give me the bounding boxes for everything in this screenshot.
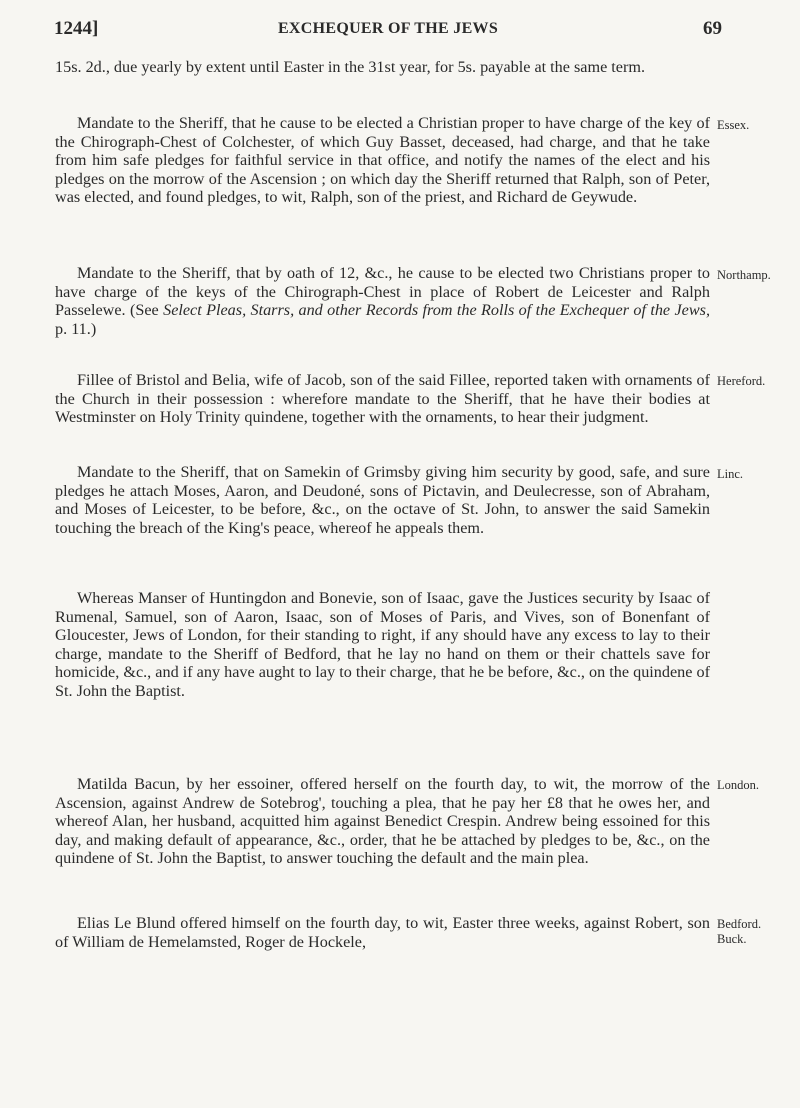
entry-paragraph-5: Mandate to the Sheriff, that on Samekin of Grimsby giving him security by good, safe, and sure pledges he attach Moses, Aaron, and Deudoné, sons of Pictavin, and Deulecresse, son of Abraham, and Moses of Leicester, to be before, &c., on the octave of St. John, to answer the said Samekin touching the breach of the King's peace, whereof he appeals them. [55,463,710,537]
margin-county-buck: Buck. [717,932,747,946]
entry-paragraph-7: Matilda Bacun, by her essoiner, offered herself on the fourth day, to wit, the morrow of the Ascension, against Andrew de Sotebrog', touching a plea, that he pay her £8 that he owes her, and whereof Alan, her husband, acquitted him against Benedict Crespin. Andrew being essoined for this day, and making default of appearance, &c., order, that he be attached by pledges to be, &c., on the quindene of St. John the Baptist, to answer touching the default and the main plea. [55,775,710,868]
entry-paragraph-2: Mandate to the Sheriff, that he cause to be elected a Christian proper to have charge of the key of the Chirograph-Chest of Colchester, of which Guy Basset, deceased, had charge, and that he take from him safe pledges for faithful service in that office, and notify the names of the elect and his pledges on the morrow of the Ascension ; on which day the Sheriff returned that Ralph, son of Peter, was elected, and found pledges, to wit, Ralph, son of the priest, and Richard de Geywude. [55,114,710,207]
entry-paragraph-3 [55,264,710,338]
entry-paragraph-6: Whereas Manser of Huntingdon and Bonevie, son of Isaac, gave the Justices security by Isaac of Rumenal, Samuel, son of Aaron, Isaac, son of Moses of Paris, and Vives, son of Bonenfant of Gloucester, Jews of London, for their standing to right, if any should have any excess to lay to their charge, mandate to the Sheriff of Bedford, that he lay no hand on them or their chattels save for homicide, &c., and if any have aught to lay to their charge, that he be before, &c., on the quindene of St. John the Baptist. [55,589,710,700]
margin-county-essex: Essex. [717,118,750,132]
entry-3-text-end: p. 11.) [55,319,97,338]
margin-county-linc: Linc. [717,467,744,481]
entry-3-citation: Select Pleas, Starrs, and other Records from the Rolls of the Exchequer of the Jews, [163,301,710,320]
running-title: EXCHEQUER OF THE JEWS [277,20,499,37]
margin-county-hereford: Hereford. [717,374,766,388]
entry-paragraph-4: Fillee of Bristol and Belia, wife of Jacob, son of the said Fillee, reported taken with ornaments of the Church in their possession : wherefore mandate to the Sheriff, that he have their bodies at Westminster on Holy Trinity quindene, together with the ornaments, to hear their judgment. [55,371,710,427]
header-year: 1244] [54,18,99,39]
page-header [54,16,722,46]
entry-paragraph-1: 15s. 2d., due yearly by extent until Easter in the 31st year, for 5s. payable at the same term. [55,58,646,76]
entry-paragraph-8: Elias Le Blund offered himself on the fourth day, to wit, Easter three weeks, against Robert, son of William de Hemelamsted, Roger de Hockele, [55,914,710,951]
margin-county-london: London. [717,778,760,792]
margin-county-northamp: Northamp. [717,268,771,282]
margin-county-bedford: Bedford. [717,917,762,931]
page-number: 69 [703,18,722,39]
entry-3-text-start: Mandate to the Sheriff, that by oath of 12, &c., he cause to be elected two Christians proper to have charge of the keys of the Chirograph-Chest in place of Robert de Leicester and Ralph Passelewe. (See [55,264,710,320]
